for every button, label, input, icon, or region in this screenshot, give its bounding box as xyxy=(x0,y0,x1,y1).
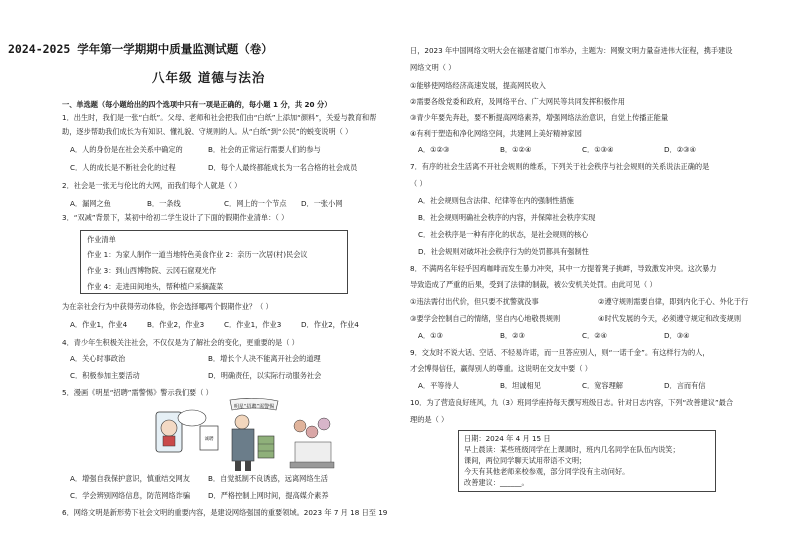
cartoon-sign: 诚聘 xyxy=(204,437,214,442)
q2-option-d: D．一张小网 xyxy=(301,199,343,208)
q1-option-c: C．人的成长是不断社会化的过程 xyxy=(70,163,176,172)
q8-option-a: A．①③ xyxy=(418,331,443,340)
q5-option-d: D．严格控制上网时间，提高媒介素养 xyxy=(208,491,329,500)
q3-stem: 3．“双减”背景下，某初中给初二学生设计了下面的假期作业清单：（ ） xyxy=(62,213,289,222)
q4-option-c: C．积极参加主要活动 xyxy=(70,371,140,380)
class-diary-box xyxy=(458,430,716,492)
q1-option-d: D．每个人最终都能成长为一名合格的社会成员 xyxy=(208,163,358,172)
q1-line1: 1．出生时，我们是一张“白纸”。父母、老师和社会把我们由“白纸”上添加“颜料”，关爱与教育和帮 xyxy=(62,113,377,122)
q6-statement-3: ③青少年要先奔赴，要不断提高网络素养，增强网络法治意识，自觉上传播正能量 xyxy=(410,113,669,122)
q4-stem: 4．青少年生积极关注社会，不仅仅是为了解社会的变化，更重要的是（ ） xyxy=(62,338,299,347)
q2-option-a: A．漏网之鱼 xyxy=(70,199,111,208)
diary-suggestion: 改善建议：______。 xyxy=(464,478,529,487)
q8-option-d: D．③④ xyxy=(664,331,690,340)
cartoon-caption: 明星“招聘”需警惕 xyxy=(233,404,275,410)
q6-stem-start: 6．网络文明是新形势下社会文明的重要内容，是建设网络强国的重要领域。2023 年 7 月 18 日至 19 xyxy=(62,508,388,517)
q6-statement-1: ①能够使网络经济高速发展，提高网民收入 xyxy=(410,81,546,90)
q6-statement-2: ②需要各级党委和政府，及网络平台、广大网民等共同发挥积极作用 xyxy=(410,97,625,106)
q7-option-b: B．社会规则明确社会秩序的内容，并保障社会秩序实现 xyxy=(418,213,596,222)
homework-row: 作业 4：走进田间地头，帮种植户采摘蔬菜 xyxy=(87,282,224,291)
diary-line: 今天有其他老师来校参观，部分同学没有主动问好。 xyxy=(464,467,630,476)
q4-option-d: D．明确责任，以实际行动服务社会 xyxy=(208,371,322,380)
q3-question: 为在亲社会行为中获得劳动体验，你会选择哪两个假期作业？（ ） xyxy=(62,302,273,311)
q8-stem-cont: 导致造成了严重的后果，受到了法律的制裁，被公安机关处罚。由此可见（ ） xyxy=(410,280,657,289)
q8-statement-2: ②遵守规则需要自律，即到内化于心、外化于行 xyxy=(598,297,749,306)
q10-stem-cont: 理的是（ ） xyxy=(410,415,449,424)
homework-list-title: 作业清单 xyxy=(87,235,116,244)
q9-stem: 9．交友时不说大话、空话、不轻易许诺，而一旦答应别人，则“一诺千金”。有这样行为的人， xyxy=(410,348,710,357)
q2-stem: 2．社会是一张无与伦比的大网，而我们每个人就是（ ） xyxy=(62,181,242,190)
q8-statement-3: ③要学会控制自己的情绪，坚自内心地敬畏规则 xyxy=(410,314,561,323)
q5-option-a: A．增强自我保护意识，慎重结交网友 xyxy=(70,474,190,483)
q3-option-a: A．作业1，作业4 xyxy=(70,320,128,329)
q1-option-b: B．社会的正常运行需要人们的参与 xyxy=(208,145,321,154)
q2-option-c: C．网上的一个节点 xyxy=(224,199,287,208)
q3-option-c: C．作业1，作业3 xyxy=(224,320,282,329)
q5-option-c: C．学会辨别网络信息，防范网络诈骗 xyxy=(70,491,191,500)
homework-row: 作业 1：为家人制作一道当地特色美食作业 2：亲历一次居(村)民会议 xyxy=(87,250,308,259)
q10-stem: 10．为了营造良好班风，九（3）班同学座持每天撰写班级日志。针对日志内容，下列“改善建议”最合 xyxy=(410,398,734,407)
diary-date: 日期：2024 年 4 月 15 日 xyxy=(464,434,551,443)
q6-option-d: D．②③④ xyxy=(664,145,697,154)
q9-option-a: A．平等待人 xyxy=(418,381,459,390)
q6-option-b: B．①②④ xyxy=(500,145,532,154)
q9-option-d: D．言而有信 xyxy=(664,381,706,390)
cartoon-illustration xyxy=(150,398,340,474)
q4-option-a: A．关心时事政治 xyxy=(70,354,126,363)
q8-statement-4: ④时代发展的今天，必须遵守规定和改变规则 xyxy=(598,314,742,323)
q7-stem-cont: （ ） xyxy=(410,179,427,188)
q8-option-b: B．②③ xyxy=(500,331,526,340)
q8-stem: 8．不满两名年轻乎因鸡咖啡而发生暴力冲突，其中一方提着凳子挑衅，导致激发冲突。这次暴力 xyxy=(410,264,717,273)
q9-option-b: B．坦诚相见 xyxy=(500,381,541,390)
q6-line: 日，2023 年中国网络文明大会在福建省厦门市举办，主题为：网聚文明力量奋进伟大征程，携手建设 xyxy=(410,46,733,55)
q2-option-b: B．一条线 xyxy=(147,199,181,208)
q8-statement-1: ①违法需付出代价，但只要不扰警就没事 xyxy=(410,297,539,306)
q6-option-c: C．①③④ xyxy=(582,145,614,154)
q7-option-c: C．社会秩序是一种有序化的状态，是社会规则的核心 xyxy=(418,230,589,239)
q5-stem: 5．漫画《明星“招聘”需警惕》警示我们要（ ） xyxy=(62,388,213,397)
diary-line: 早上晨读：某些班级同学在上课调时，班内几名同学在队伍内说笑； xyxy=(464,445,680,454)
q9-option-c: C．宽容理解 xyxy=(582,381,623,390)
q7-option-d: D．社会规则对破坏社会秩序行为的处罚都具有强制性 xyxy=(418,247,589,256)
q6-option-a: A．①②③ xyxy=(418,145,450,154)
homework-row: 作业 3：到山西博物院、云冈石窟观光作 xyxy=(87,266,217,275)
q1-line2: 助，逐步帮助我们成长为有知识、懂礼貌、守规则的人。从“白纸”到“公民”的蜕变说明（ ） xyxy=(62,127,353,136)
q6-statement-4: ④有利于塑造和净化网络空间，共建网上美好精神家园 xyxy=(410,129,582,138)
diary-line: 课间，两位同学聊天试用带语不文明； xyxy=(464,456,587,465)
section-heading: 一、单选题（每小题给出的四个选项中只有一项是正确的，每小题 1 分，共 20 分） xyxy=(62,100,332,109)
q6-line: 网络文明（ ） xyxy=(410,63,456,72)
q5-option-b: B．自觉抵制不良诱惑，远离网络生活 xyxy=(208,474,328,483)
q8-option-c: C．②④ xyxy=(582,331,608,340)
q7-option-a: A．社会规则包含法律、纪律等在内的强制性措施 xyxy=(418,196,574,205)
q3-option-d: D．作业2，作业4 xyxy=(301,320,359,329)
q4-option-b: B．增长个人决不能离开社会的道理 xyxy=(208,354,321,363)
q7-stem: 7．有序的社会生活离不开社会规则的维系，下列关于社会秩序与社会规则的关系说法正确的是 xyxy=(410,162,710,171)
exam-title: 2024-2025 学年第一学期期中质量监测试题（卷） xyxy=(8,42,273,56)
exam-subtitle: 八年级 道德与法治 xyxy=(152,70,266,85)
q1-option-a: A．人的身份是在社会关系中确定的 xyxy=(70,145,183,154)
q3-option-b: B．作业2，作业3 xyxy=(147,320,205,329)
homework-list-box xyxy=(80,230,348,294)
q9-stem-cont: 才会博得信任，赢得别人的尊重。这说明在交友中要（ ） xyxy=(410,364,592,373)
